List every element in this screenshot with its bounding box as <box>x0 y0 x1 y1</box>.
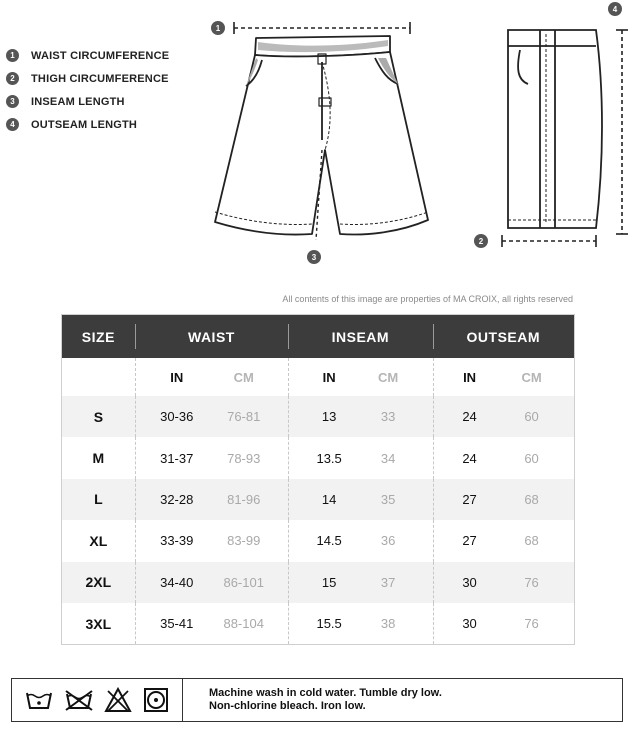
table-row <box>62 437 574 478</box>
legend-label: OUTSEAM LENGTH <box>31 118 138 131</box>
table-row <box>62 520 574 561</box>
outseam-cell <box>433 603 574 644</box>
care-instructions <box>11 678 623 722</box>
legend-number: 3 <box>6 95 19 108</box>
size-chart-table <box>61 314 575 645</box>
waist-in: 33-39 <box>160 533 194 549</box>
care-text <box>183 687 442 713</box>
waist-cell <box>135 479 288 520</box>
legend-label: WAIST CIRCUMFERENCE <box>31 49 170 62</box>
legend-label: INSEAM LENGTH <box>31 95 125 108</box>
no-bleach-icon <box>64 688 94 712</box>
waist-in: 35-41 <box>160 616 194 632</box>
unit-cm: CM <box>521 369 542 385</box>
header-size: SIZE <box>81 328 115 345</box>
inseam-in: 14.5 <box>316 533 342 549</box>
legend-item <box>6 44 169 67</box>
inseam-cell <box>288 562 432 603</box>
marker-thigh: 2 <box>474 234 488 248</box>
outseam-in: 30 <box>462 616 477 632</box>
units-row <box>62 358 574 396</box>
inseam-cm: 38 <box>380 616 396 632</box>
waist-cm: 83-99 <box>227 533 261 549</box>
unit-cm: CM <box>233 369 254 385</box>
waist-cm: 88-104 <box>223 616 264 632</box>
outseam-cell <box>433 520 574 561</box>
waist-in: 34-40 <box>160 574 194 590</box>
outseam-cell <box>433 562 574 603</box>
inseam-cm: 37 <box>380 574 396 590</box>
legend-number: 2 <box>6 72 19 85</box>
waist-cell <box>135 562 288 603</box>
outseam-cell <box>433 437 574 478</box>
care-icons <box>12 679 183 721</box>
size-label: S <box>93 408 104 425</box>
outseam-cell <box>433 396 574 437</box>
inseam-cell <box>288 603 432 644</box>
waist-cell <box>135 396 288 437</box>
inseam-cell <box>288 396 432 437</box>
waist-in: 30-36 <box>160 409 194 425</box>
outseam-cm: 76 <box>524 574 539 590</box>
inseam-in: 13 <box>321 409 337 425</box>
units-empty <box>62 358 135 396</box>
legend-number: 1 <box>6 49 19 62</box>
legend-item <box>6 113 169 136</box>
care-line-2: Non-chlorine bleach. Iron low. <box>209 700 366 712</box>
inseam-cm: 33 <box>380 409 396 425</box>
size-label: 2XL <box>85 574 112 591</box>
waist-cell <box>135 520 288 561</box>
outseam-cm: 76 <box>524 616 539 632</box>
table-header <box>62 315 574 358</box>
outseam-cm: 60 <box>524 409 539 425</box>
waist-cell <box>135 437 288 478</box>
waist-units <box>135 358 288 396</box>
outseam-in: 27 <box>462 533 477 549</box>
shorts-illustration <box>0 0 644 280</box>
outseam-cm: 60 <box>524 450 539 466</box>
waist-cm: 86-101 <box>223 574 264 590</box>
tumble-dry-low-icon <box>143 687 169 713</box>
outseam-units <box>433 358 574 396</box>
table-row <box>62 396 574 437</box>
outseam-in: 30 <box>462 574 477 590</box>
iron-low-icon <box>104 687 132 713</box>
legend-label: THIGH CIRCUMFERENCE <box>31 72 169 85</box>
outseam-in: 24 <box>462 409 477 425</box>
inseam-cell <box>288 479 432 520</box>
legend-number: 4 <box>6 118 19 131</box>
waist-in: 31-37 <box>160 450 194 466</box>
outseam-cm: 68 <box>524 491 539 507</box>
inseam-units <box>288 358 432 396</box>
inseam-cm: 36 <box>380 533 396 549</box>
inseam-cm: 35 <box>380 491 396 507</box>
measurement-legend <box>6 44 169 136</box>
shorts-diagram <box>0 0 644 280</box>
waist-cell <box>135 603 288 644</box>
waist-cm: 81-96 <box>227 491 261 507</box>
header-outseam: OUTSEAM <box>433 315 574 358</box>
inseam-cm: 34 <box>380 450 396 466</box>
table-row <box>62 479 574 520</box>
waist-cm: 78-93 <box>227 450 261 466</box>
waist-in: 32-28 <box>160 491 194 507</box>
inseam-cell <box>288 520 432 561</box>
outseam-in: 24 <box>462 450 477 466</box>
inseam-cell <box>288 437 432 478</box>
wash-30-icon <box>25 688 53 712</box>
unit-in: IN <box>170 369 184 385</box>
care-line-1: Machine wash in cold water. Tumble dry low. <box>209 687 442 699</box>
copyright-notice: All contents of this image are properties of MA CROIX, all rights reserved <box>282 294 573 304</box>
inseam-in: 14 <box>321 491 337 507</box>
waist-cm: 76-81 <box>227 409 261 425</box>
inseam-in: 15.5 <box>316 616 342 632</box>
table-row <box>62 562 574 603</box>
legend-item <box>6 67 169 90</box>
size-label: XL <box>89 532 108 549</box>
marker-outseam: 4 <box>608 2 622 16</box>
size-label: L <box>94 491 103 508</box>
marker-inseam: 3 <box>307 250 321 264</box>
size-label: 3XL <box>85 615 112 632</box>
outseam-cell <box>433 479 574 520</box>
outseam-in: 27 <box>462 491 477 507</box>
legend-item <box>6 90 169 113</box>
size-label: M <box>92 450 105 467</box>
marker-waist: 1 <box>211 21 225 35</box>
table-row <box>62 603 574 644</box>
outseam-cm: 68 <box>524 533 539 549</box>
inseam-in: 15 <box>321 574 337 590</box>
header-waist: WAIST <box>135 315 288 358</box>
unit-in: IN <box>463 369 477 385</box>
header-inseam: INSEAM <box>288 315 432 358</box>
unit-cm: CM <box>378 369 399 385</box>
unit-in: IN <box>322 369 336 385</box>
inseam-in: 13.5 <box>316 450 342 466</box>
